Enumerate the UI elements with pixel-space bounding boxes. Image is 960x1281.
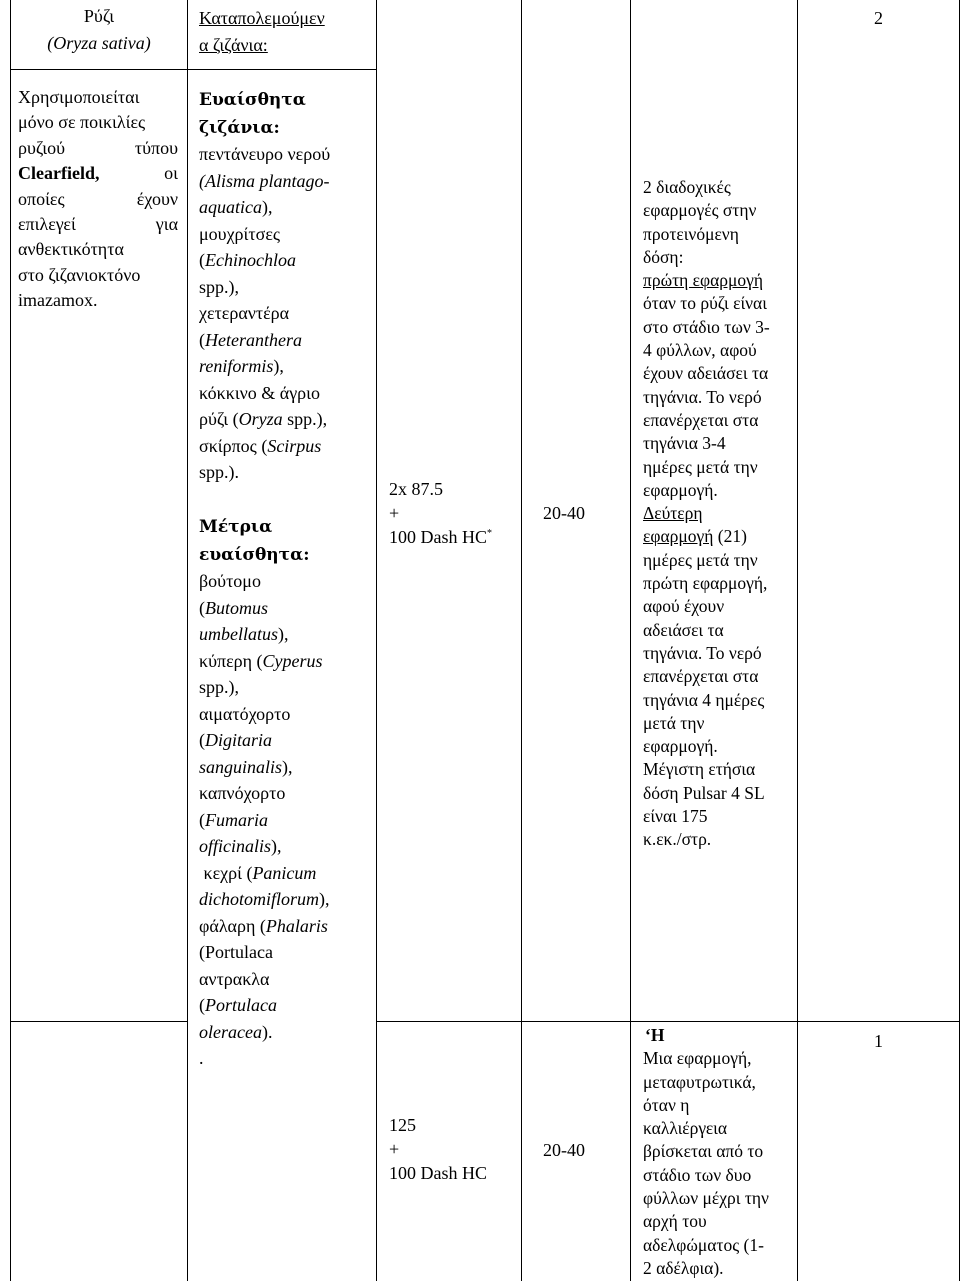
note-line: τηγάνια 3-4 (643, 433, 726, 454)
crop-note-line: μόνο σε ποικιλίες (18, 112, 146, 133)
crop-name: Ρύζι (83, 6, 115, 26)
alternative-marker: ‘Η (645, 1025, 665, 1045)
note-line: μετά την (643, 712, 705, 733)
crop-note-line: ανθεκτικότητα (18, 239, 124, 260)
application-notes-row2 (643, 1024, 795, 1280)
crop-note-line: imazamox. (18, 290, 98, 311)
weed-line: κόκκινο & άγριο (199, 382, 321, 403)
note-line: καλλιέργεια (643, 1118, 728, 1139)
note-line: στο στάδιο των 3- (643, 316, 770, 337)
sensitive-weeds (199, 86, 374, 486)
dose-line: 125 (389, 1115, 416, 1135)
note-line: μεταφυτρωτικά, (643, 1071, 756, 1092)
water-volume-row2: 20-40 (543, 1140, 585, 1160)
moderate-weeds (199, 513, 374, 1072)
applications-count-row1: 2 (874, 8, 883, 28)
note-line: 4 φύλλων, αφού (643, 340, 757, 361)
note-line: έχουν αδειάσει τα (643, 363, 769, 384)
note-line: 2 αδέλφια). (643, 1257, 724, 1278)
note-line: δόση: (643, 246, 684, 267)
dose-row2 (389, 1113, 519, 1185)
dose-line: 100 Dash HC* (389, 527, 492, 547)
moderate-weeds-title: Μέτρια (199, 517, 273, 537)
weed-line: ρύζι (Oryza spp.), (199, 409, 328, 429)
header-row-divider (10, 69, 188, 70)
weed-line: αντρακλα (199, 968, 270, 989)
note-line: εφαρμογές στην (643, 200, 757, 221)
dose-line: 2x 87.5 (389, 479, 443, 499)
sensitive-weeds-title: Ευαίσθητα (199, 90, 306, 110)
weed-line: χετεραντέρα (199, 303, 290, 323)
dose-line: 100 Dash HC (389, 1163, 487, 1183)
table-column-divider (521, 0, 522, 1281)
footnote-marker: * (487, 528, 492, 539)
dose-line: + (389, 1139, 400, 1159)
weeds-header-line: α ζιζάνια: (199, 34, 268, 55)
dose-line: + (389, 503, 400, 523)
sensitive-weeds-title: ζιζάνια: (199, 117, 280, 138)
note-line: βρίσκεται από το (643, 1141, 764, 1162)
crop-note-line: Χρησιμοποιείται (18, 87, 140, 107)
weed-line: κεχρί (Panicum (199, 862, 317, 883)
weed-line: oleracea). (199, 1021, 273, 1042)
table-column-divider (797, 0, 798, 1281)
row-divider (10, 1021, 188, 1022)
note-line: είναι 175 (643, 806, 708, 827)
crop-header (12, 3, 186, 56)
crop-note-line: ρυζιού τύπου (18, 137, 178, 158)
note-line: 2 διαδοχικές (643, 177, 731, 197)
weed-line: βούτομο (199, 571, 261, 591)
weed-line: (Heteranthera (199, 329, 302, 350)
note-line: εφαρμογή (21) (643, 526, 747, 547)
weed-line: spp.), (199, 276, 239, 297)
weed-line: καπνόχορτο (199, 783, 286, 803)
weed-line: φάλαρη (Phalaris (199, 915, 328, 936)
weeds-header-line: Καταπολεμούμεν (199, 8, 325, 28)
water-volume-row1: 20-40 (543, 503, 585, 523)
note-line: εφαρμογή. (643, 736, 718, 757)
crop-note-line: Clearfield, οι (18, 163, 178, 184)
note-line: αρχή του (643, 1211, 707, 1232)
weed-line: dichotomiflorum), (199, 889, 330, 909)
weed-line: reniformis), (199, 356, 284, 376)
weed-line: spp.), (199, 677, 239, 697)
note-line: Μια εφαρμογή, (643, 1048, 752, 1069)
weed-line: . (199, 1048, 204, 1068)
note-line: εφαρμογή. (643, 479, 718, 500)
note-line: ημέρες μετά την (643, 549, 758, 570)
weed-line: spp.). (199, 462, 239, 482)
weed-line: κύπερη (Cyperus (199, 650, 323, 671)
note-line: αφού έχουν (643, 596, 725, 617)
dose-row1 (389, 477, 519, 549)
note-line: φύλλων μέχρι την (643, 1188, 769, 1209)
note-line: Μέγιστη ετήσια (643, 759, 756, 780)
note-line: επανέρχεται στα (643, 666, 759, 687)
table-border-left (10, 0, 11, 1281)
weed-line: (Portulaca (199, 942, 273, 962)
weed-line: sanguinalis), (199, 756, 293, 777)
moderate-weeds-title: ευαίσθητα: (199, 544, 310, 565)
note-line: στάδιο των δυο (643, 1164, 752, 1185)
crop-note-line: στο ζιζανιοκτόνο (18, 264, 141, 285)
table-column-divider (376, 0, 377, 1281)
note-line: όταν το ρύζι είναι (643, 293, 767, 314)
weeds-header (199, 5, 374, 58)
row-divider (376, 1021, 960, 1022)
note-line: δόση Pulsar 4 SL (643, 782, 765, 803)
weed-line: πεντάνευρο νερού (199, 144, 331, 164)
weed-line: μουχρίτσες (199, 223, 280, 244)
note-line: κ.εκ./στρ. (643, 829, 712, 850)
note-line: πρώτη εφαρμογή, (643, 573, 768, 594)
note-line: όταν η (643, 1094, 690, 1115)
weed-line: (Butomus (199, 597, 268, 618)
weed-line: aquatica), (199, 197, 273, 217)
note-line: προτεινόμενη (643, 223, 739, 244)
crop-note-line: οποίες έχουν (18, 188, 178, 209)
weed-line: (Portulaca (199, 995, 277, 1015)
note-line: πρώτη εφαρμογή (643, 270, 764, 291)
weed-line: officinalis), (199, 836, 282, 856)
weed-line: (Echinochloa (199, 250, 296, 270)
table-column-divider (630, 0, 631, 1281)
weed-line: umbellatus), (199, 624, 289, 644)
weed-line: (Alisma plantago- (199, 170, 330, 191)
crop-note-line: επιλεγεί για (18, 214, 178, 235)
weed-line: αιματόχορτο (199, 703, 291, 724)
weed-line: (Digitaria (199, 730, 273, 750)
note-line: Δεύτερη (643, 503, 703, 524)
note-line: επανέρχεται στα (643, 409, 759, 430)
note-line: τηγάνια. Το νερό (643, 386, 762, 407)
application-notes-row1 (643, 176, 795, 852)
crop-scientific-name: (Oryza sativa) (47, 32, 151, 53)
note-line: αδελφώματος (1- (643, 1234, 764, 1255)
weed-line: (Fumaria (199, 809, 268, 830)
table-column-divider (187, 0, 188, 1281)
note-line: ημέρες μετά την (643, 456, 758, 477)
header-row-divider (187, 69, 377, 70)
note-line: τηγάνια. Το νερό (643, 642, 762, 663)
applications-count-row2: 1 (874, 1031, 883, 1051)
note-line: τηγάνια 4 ημέρες (643, 689, 765, 710)
note-line: αδειάσει τα (643, 619, 724, 640)
crop-usage-note (18, 85, 178, 314)
weed-line: σκίρπος (Scirpus (199, 435, 322, 456)
